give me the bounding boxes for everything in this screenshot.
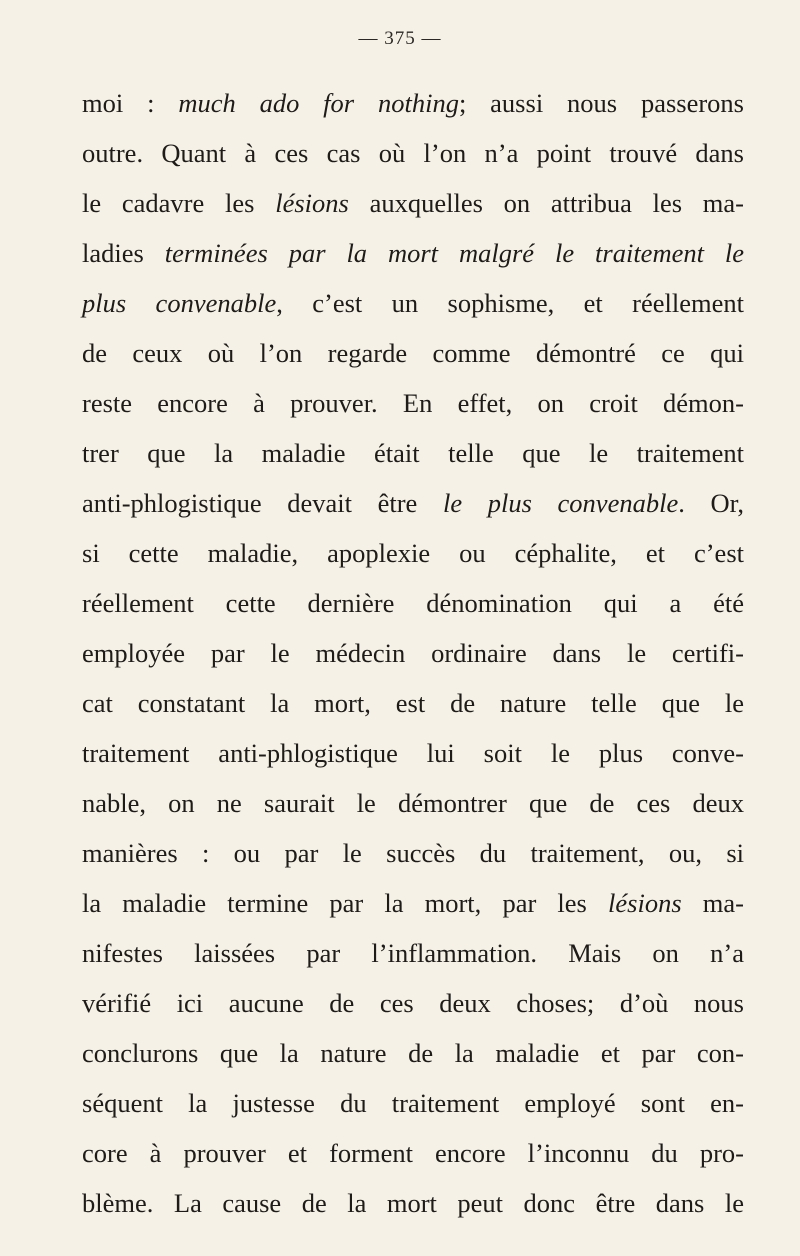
text-segment: vérifié ici aucune de ces deux choses; d’où nous bbox=[82, 988, 744, 1018]
italic-text: lésions bbox=[608, 888, 682, 918]
italic-text: le plus convenable bbox=[442, 488, 679, 518]
text-segment: nable, on ne saurait le démontrer que de ces deux bbox=[82, 788, 744, 818]
text-line bbox=[82, 1078, 744, 1128]
text-line bbox=[82, 228, 744, 278]
text-segment: si cette maladie, apoplexie ou céphalite, et c’est bbox=[82, 538, 744, 568]
text-line bbox=[82, 428, 744, 478]
text-line bbox=[82, 478, 744, 528]
text-line bbox=[82, 578, 744, 628]
text-line bbox=[82, 1178, 744, 1228]
text-segment: anti-phlogistique devait être bbox=[82, 488, 443, 518]
text-line bbox=[82, 778, 744, 828]
text-line bbox=[82, 928, 744, 978]
text-line bbox=[82, 828, 744, 878]
text-line bbox=[82, 528, 744, 578]
text-line bbox=[82, 378, 744, 428]
text-segment: ma- bbox=[681, 888, 744, 918]
text-line bbox=[82, 728, 744, 778]
text-segment: le cadavre les bbox=[82, 188, 276, 218]
text-line bbox=[82, 128, 744, 178]
text-line bbox=[82, 878, 744, 928]
text-segment: trer que la maladie était telle que le traitement bbox=[82, 438, 744, 468]
italic-text: lésions bbox=[275, 188, 349, 218]
text-segment: . Or, bbox=[678, 488, 745, 518]
body-text bbox=[82, 78, 744, 1228]
text-line bbox=[82, 1128, 744, 1178]
text-line bbox=[82, 678, 744, 728]
page-number: — 375 — bbox=[358, 28, 442, 49]
text-segment: auxquelles on attribua les ma- bbox=[348, 188, 744, 218]
text-line bbox=[82, 1028, 744, 1078]
text-segment: ladies bbox=[82, 238, 165, 268]
text-segment: de ceux où l’on regarde comme démontré ce qui bbox=[82, 338, 744, 368]
text-segment: moi : bbox=[82, 88, 179, 118]
italic-text: much ado for nothing bbox=[178, 88, 459, 118]
text-line bbox=[82, 78, 744, 128]
text-segment: nifestes laissées par l’inflammation. Mais on n’a bbox=[82, 938, 744, 968]
text-segment: cat constatant la mort, est de nature telle que le bbox=[82, 688, 744, 718]
italic-text: terminées par la mort malgré le traitement le bbox=[164, 238, 745, 268]
text-line bbox=[82, 178, 744, 228]
text-segment: blème. La cause de la mort peut donc être dans le bbox=[82, 1188, 744, 1218]
text-segment: traitement anti-phlogistique lui soit le plus conve- bbox=[82, 738, 744, 768]
text-segment: ; aussi nous passerons bbox=[458, 88, 744, 118]
text-line bbox=[82, 628, 744, 678]
text-segment: outre. Quant à ces cas où l’on n’a point trouvé dans bbox=[82, 138, 744, 168]
text-segment: séquent la justesse du traitement employé sont en- bbox=[82, 1088, 744, 1118]
italic-text: plus convenable bbox=[82, 288, 277, 318]
text-segment: la maladie termine par la mort, par les bbox=[82, 888, 609, 918]
text-segment: core à prouver et forment encore l’inconnu du pro- bbox=[82, 1138, 744, 1168]
text-segment: , c’est un sophisme, et réellement bbox=[276, 288, 744, 318]
text-segment: employée par le médecin ordinaire dans le certifi- bbox=[82, 638, 744, 668]
text-segment: reste encore à prouver. En effet, on croit démon- bbox=[82, 388, 744, 418]
text-segment: réellement cette dernière dénomination qui a été bbox=[82, 588, 744, 618]
text-line bbox=[82, 328, 744, 378]
text-segment: manières : ou par le succès du traitement, ou, si bbox=[82, 838, 744, 868]
text-line bbox=[82, 278, 744, 328]
text-line bbox=[82, 978, 744, 1028]
text-segment: conclurons que la nature de la maladie et par con- bbox=[82, 1038, 744, 1068]
